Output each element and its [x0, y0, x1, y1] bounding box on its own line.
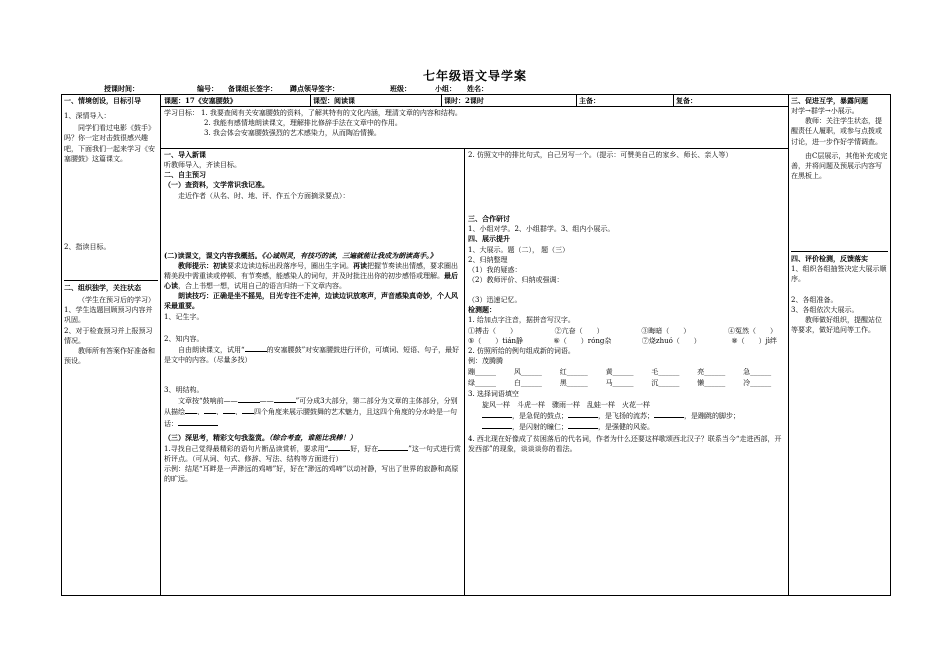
left-s1-l3: 2、指读目标。: [64, 242, 111, 251]
left-column: [64, 96, 158, 594]
goals-cell: [164, 108, 784, 138]
right-s4-head: 四、评价检测，反馈落实: [791, 254, 868, 264]
check-q3-line2: ，是闪射的瞳仁； ，是强健的风姿。: [468, 421, 785, 432]
check-head: 检测题：: [468, 305, 496, 315]
check-q4: 4. 西北现在好像成了贫困落后的代名词，作者为什么还要这样歌颂西北汉子？联系当今“走进西部，开发西部”的现象，谈谈谈你的看法。: [468, 434, 782, 454]
leader-sign-label: 备课组长签字：: [228, 84, 277, 93]
mid1-s2-head: 二、自主预习: [164, 170, 206, 180]
mid2-s4-l4: （2）教师评价、归纳或强调：: [468, 275, 564, 284]
mid1-s4-q1: 1.寻找自己觉得最精彩的语句片断品读赏析，要求用“ 好，好在 ”这一句式进行赏析评点。（可从词、句式、修辞、写法、结构等方面进行）: [164, 444, 461, 463]
type-cell: 课型：阅读课: [313, 96, 355, 105]
left-s2-l1: （学生在预习后的学习）: [78, 296, 155, 305]
mid1-q3: 3、明结构。: [164, 386, 204, 395]
check-q2: 2. 仿照所给的例句组成新的词语。: [468, 346, 575, 355]
right-s4-l3: 3、各组依次大展示。: [791, 305, 859, 314]
word-item: 红______: [559, 368, 588, 377]
pinyin-item: ③晦暗（ ）: [641, 326, 691, 335]
word-item: 亮______: [697, 368, 726, 377]
check-q3-line1: ，是急促的鼓点； ，是飞扬的流苏； ，是蹦跳的脚步；: [468, 410, 785, 421]
word-item: 绿______: [468, 379, 496, 388]
mid1-s3-read: 朗读技巧：正确是坐不摇晃，目光专注不走神，边读边识放寒声，声音感染真奇妙，个人风采最重要。: [164, 291, 458, 311]
pinyin-item: ⑦烧zhuó（ ）: [641, 336, 701, 345]
mid2-q2: 2. 仿照文中的排比句式，自己另写一个。（提示：可赞美自己的家乡、师长、亲人等）: [468, 151, 733, 159]
mid1-s4-example: 示例：结尾“耳畔是一声渺远的鸡啼”好，好在“渺远的鸡啼”以动衬静，写出了世界的寂静和高原的旷远。: [164, 465, 459, 484]
mid1-q3-text: 文章按“鼓响前—— —— ”可分成3大部分，第二部分为文章的主体部分，分别从描绘 、 、 、 四个角度来展示腰鼓舞的艺术魅力，且这四个角度的分水岭是一句话：: [164, 397, 458, 428]
word-grid-2: [468, 378, 785, 388]
pinyin-item: ①搏击（ ）: [468, 326, 517, 335]
mid2-s3-head: 三、合作研讨: [468, 214, 510, 224]
check-q3-words: 旋风一样 斗虎一样 骤雨一样 乱蛙一样 火花一样: [482, 400, 650, 409]
check-q3: 3. 选择词语填空: [468, 390, 519, 399]
mid1-s2-sub: （一）查资料，文学常识我记准。: [164, 180, 269, 190]
page-title: 七年级语文导学案: [422, 69, 527, 83]
mid1-s3-head-a: (二)读课文，课文内容我概括。: [164, 250, 262, 260]
word-item: 蹦______: [468, 368, 496, 377]
mid2-s4-l3: （1）我的疑惑：: [468, 265, 522, 274]
right-s4-l1: 1、组织各组抽签决定大展示顺序。: [791, 265, 887, 284]
hours-cell: 课时：2课时: [444, 96, 484, 105]
check-q1: 1. 给加点字注音，据拼音写汉字。: [468, 316, 575, 325]
mid1-s3-head-b: 《心诚则灵，有技巧的读，三遍就能让我成为朗读高手。》: [261, 250, 437, 260]
pinyin-row-1: [468, 326, 785, 336]
pinyin-row-2: [468, 336, 785, 346]
mid1-q2-text: 自由朗读课文，试用“ 的安塞腰鼓”对安塞腰鼓进行评价，可填词、短语、句子，最好是文中的内容。（尽量多找）: [164, 345, 460, 364]
mid1-s2-text: 走近作者（从名、时、地、评、作五个方面摘录要点）：: [178, 191, 350, 200]
word-item: 马______: [605, 379, 634, 388]
reviewer-cell: 复备：: [676, 96, 697, 105]
word-grid-1: [468, 367, 785, 377]
left-s2-l4: 教师所有答案作好准备和预设。: [64, 346, 155, 365]
name-label: 姓名：: [467, 84, 488, 93]
word-item: 懒______: [697, 379, 726, 388]
middle-divider: [464, 148, 465, 596]
mid1-q2: 2、知内容。: [164, 334, 204, 343]
goals-row-line: [160, 148, 788, 149]
middle-column-1: [164, 150, 461, 594]
word-item: 风______: [513, 368, 542, 377]
dept-sign-label: 蹲点领导签字：: [290, 84, 339, 93]
goals-label: 学习目标：: [164, 109, 199, 117]
word-item: 黑______: [559, 379, 588, 388]
left-s2-l3: 2、对于检查预习并上报预习情况。: [64, 326, 153, 345]
middle-column-2: [468, 150, 785, 594]
mid1-q1: 1、记生字。: [164, 312, 204, 321]
right-s3-l1: 对学→群学→小展示。: [791, 107, 859, 116]
goal-2: 2. 我能有感情地朗读课文，理解排比修辞手法在文章中的作用。: [204, 119, 402, 128]
word-item: 冷______: [743, 379, 772, 388]
group-label: 小组：: [435, 84, 456, 93]
teach-time-label: 授课时间：: [104, 84, 139, 93]
right-s4-l2: 2、各组准备。: [791, 295, 838, 304]
left-s1-l1: 1、深情导入：: [64, 112, 111, 121]
goal-3: 3. 我会体会安塞腰鼓强烈的艺术感染力，从而陶冶情操。: [204, 129, 381, 138]
pinyin-item: ⑤（ ）tián静: [468, 336, 524, 345]
mid1-s1-text: 听教师导入，齐读目标。: [164, 161, 241, 170]
word-item: 急______: [743, 368, 772, 377]
right-s3-head: 三、促进互学，暴露问题: [791, 96, 868, 105]
pinyin-item: ④冤然（ ）: [727, 326, 777, 335]
left-divider: [160, 94, 161, 596]
check-example: 例：茂腾腾: [468, 356, 503, 365]
left-s1-l2: 同学们看过电影《鼓手》吗？你一定对击鼓很感兴趣吧，下面我们一起来学习《安塞腰鼓》这篇课文。: [64, 124, 155, 163]
right-s3-l3: 由C层展示，其他补充或完善，并将问题及预展示内容写在黑板上。: [791, 151, 888, 180]
mid2-s4-l5: （3）迅速记忆。: [468, 296, 522, 305]
mid1-s4-head-a: （三）深思考，精彩文句我鉴赏。: [164, 432, 269, 442]
mid2-s3-text: 1、小组对学。2、小组群学。3、组内小展示。: [468, 225, 615, 234]
preparer-cell: 主备：: [579, 96, 600, 105]
mid1-s4-head-b: （综合考查，谁能比我棒！）: [269, 432, 357, 442]
right-s3-l2: 教师：关注学生状态，提醒责任人履职，或参与点拨或讨论，进一步作好学情调查。: [791, 117, 882, 146]
goal-1: 1. 我要查阅有关安塞腰鼓的资料，了解其特有的文化内涵，理清文章的内容和结构。: [201, 109, 462, 117]
left-s1-head: 一、情境创设，目标引导: [64, 96, 141, 105]
right-s4-l4: 教师做好组织，提醒站位等要求，做好追问等工作。: [791, 315, 882, 334]
left-s2-head: 二、组织独学，关注状态: [64, 282, 141, 292]
topic-cell: 课题：17《安塞腰鼓》: [164, 96, 237, 105]
mid2-s4-l1: 1、大展示。题（二）， 题（三）: [468, 245, 570, 254]
word-item: 沉______: [651, 379, 680, 388]
info-row-line: [160, 106, 788, 107]
right-column: [791, 96, 888, 594]
word-item: 白______: [513, 379, 542, 388]
word-item: 毛______: [651, 368, 680, 377]
pinyin-item: ②亢奋（ ）: [554, 326, 604, 335]
left-s2-l2: 1、学生选题回顾预习内容并巩固。: [64, 306, 153, 325]
pinyin-item: ⑧（ ）jì绊: [731, 336, 777, 345]
mid1-s1-head: 一、导入新课: [164, 150, 206, 159]
right-divider: [788, 94, 789, 596]
number-label: 编号：: [197, 84, 218, 93]
word-item: 黄______: [605, 368, 634, 377]
mid1-s3-tip: 教师提示：初读要求边读边标出段落序号，圈出生字词。再读把握节奏读出情感，要求圈出精美段中需重读或停顿、有节奏感，能感染人的词句，并及时批注出你的初步感悟或理解。最后心读，合上书想一想，试用自己的语言归纳一下文章内容。: [164, 260, 458, 291]
mid2-s4-l2: 2、归纳整理: [468, 255, 508, 264]
class-label: 班级：: [390, 84, 411, 93]
mid2-s4-head: 四、展示提升: [468, 234, 510, 244]
pinyin-item: ⑥（ ）róng杂: [553, 336, 612, 345]
